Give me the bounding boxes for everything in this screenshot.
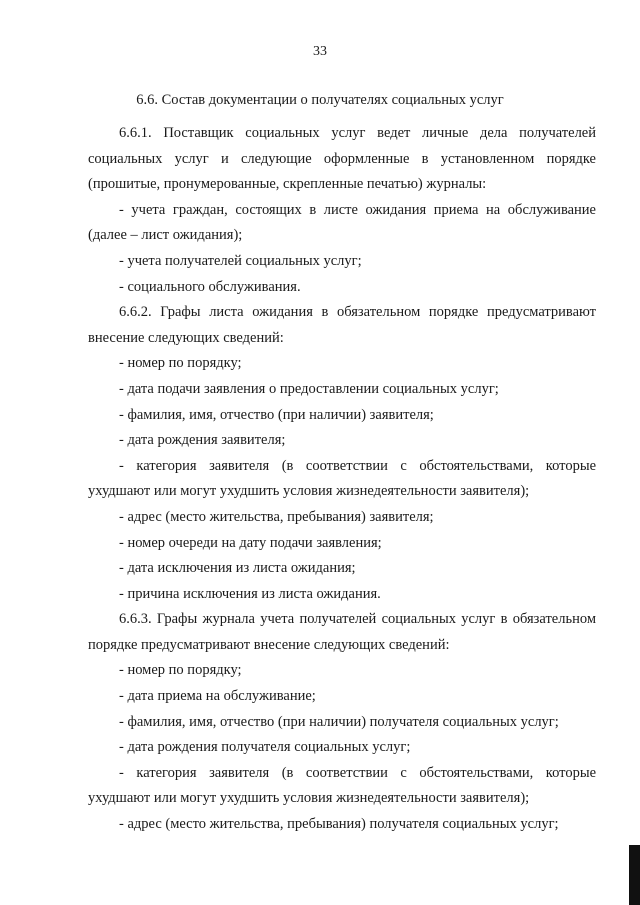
section-title: 6.6. Состав документации о получателях социальных услуг xyxy=(136,92,504,108)
scan-edge-mark xyxy=(629,845,640,905)
list-item: - дата приема на обслуживание; xyxy=(119,688,316,705)
list-item: - категория заявителя (в соответствии с обстоятельствами, которые ухудшают или могут ухудшить условия жизнедеятельности заявителя); xyxy=(88,457,596,500)
list-item: - учета получателей социальных услуг; xyxy=(119,252,362,269)
list-item: - дата рождения получателя социальных услуг; xyxy=(119,739,411,756)
list-item: - адрес (место жительства, пребывания) заявителя; xyxy=(119,508,434,525)
list-item: - фамилия, имя, отчество (при наличии) заявителя; xyxy=(119,406,434,423)
document-body xyxy=(88,121,596,838)
list-item: - номер очереди на дату подачи заявления; xyxy=(119,534,382,551)
list-item: - дата подачи заявления о предоставлении социальных услуг; xyxy=(119,380,499,397)
list-item: - дата исключения из листа ожидания; xyxy=(119,560,356,577)
paragraph-6-6-1: 6.6.1. Поставщик социальных услуг ведет личные дела получателей социальных услуг и следующие оформленные в установленном порядке (прошитые, пронумерованные, скрепленные печатью) журналы: xyxy=(88,125,596,193)
list-item: - дата рождения заявителя; xyxy=(119,432,286,449)
list-item: - социального обслуживания. xyxy=(119,278,301,295)
list-item: - фамилия, имя, отчество (при наличии) получателя социальных услуг; xyxy=(119,713,559,730)
paragraph-6-6-2: 6.6.2. Графы листа ожидания в обязательном порядке предусматривают внесение следующих сведений: xyxy=(88,304,596,346)
list-item: - номер по порядку; xyxy=(119,662,242,679)
list-item: - номер по порядку; xyxy=(119,355,242,372)
list-item: - причина исключения из листа ожидания. xyxy=(119,585,381,602)
list-item: - учета граждан, состоящих в листе ожидания приема на обслуживание (далее – лист ожидания); xyxy=(88,201,596,244)
list-item: - категория заявителя (в соответствии с обстоятельствами, которые ухудшают или могут ухудшить условия жизнедеятельности заявителя); xyxy=(88,764,596,807)
page-number: 33 xyxy=(313,44,327,59)
paragraph-6-6-3: 6.6.3. Графы журнала учета получателей социальных услуг в обязательном порядке предусматривают внесение следующих сведений: xyxy=(88,611,596,653)
list-item: - адрес (место жительства, пребывания) получателя социальных услуг; xyxy=(119,816,559,833)
